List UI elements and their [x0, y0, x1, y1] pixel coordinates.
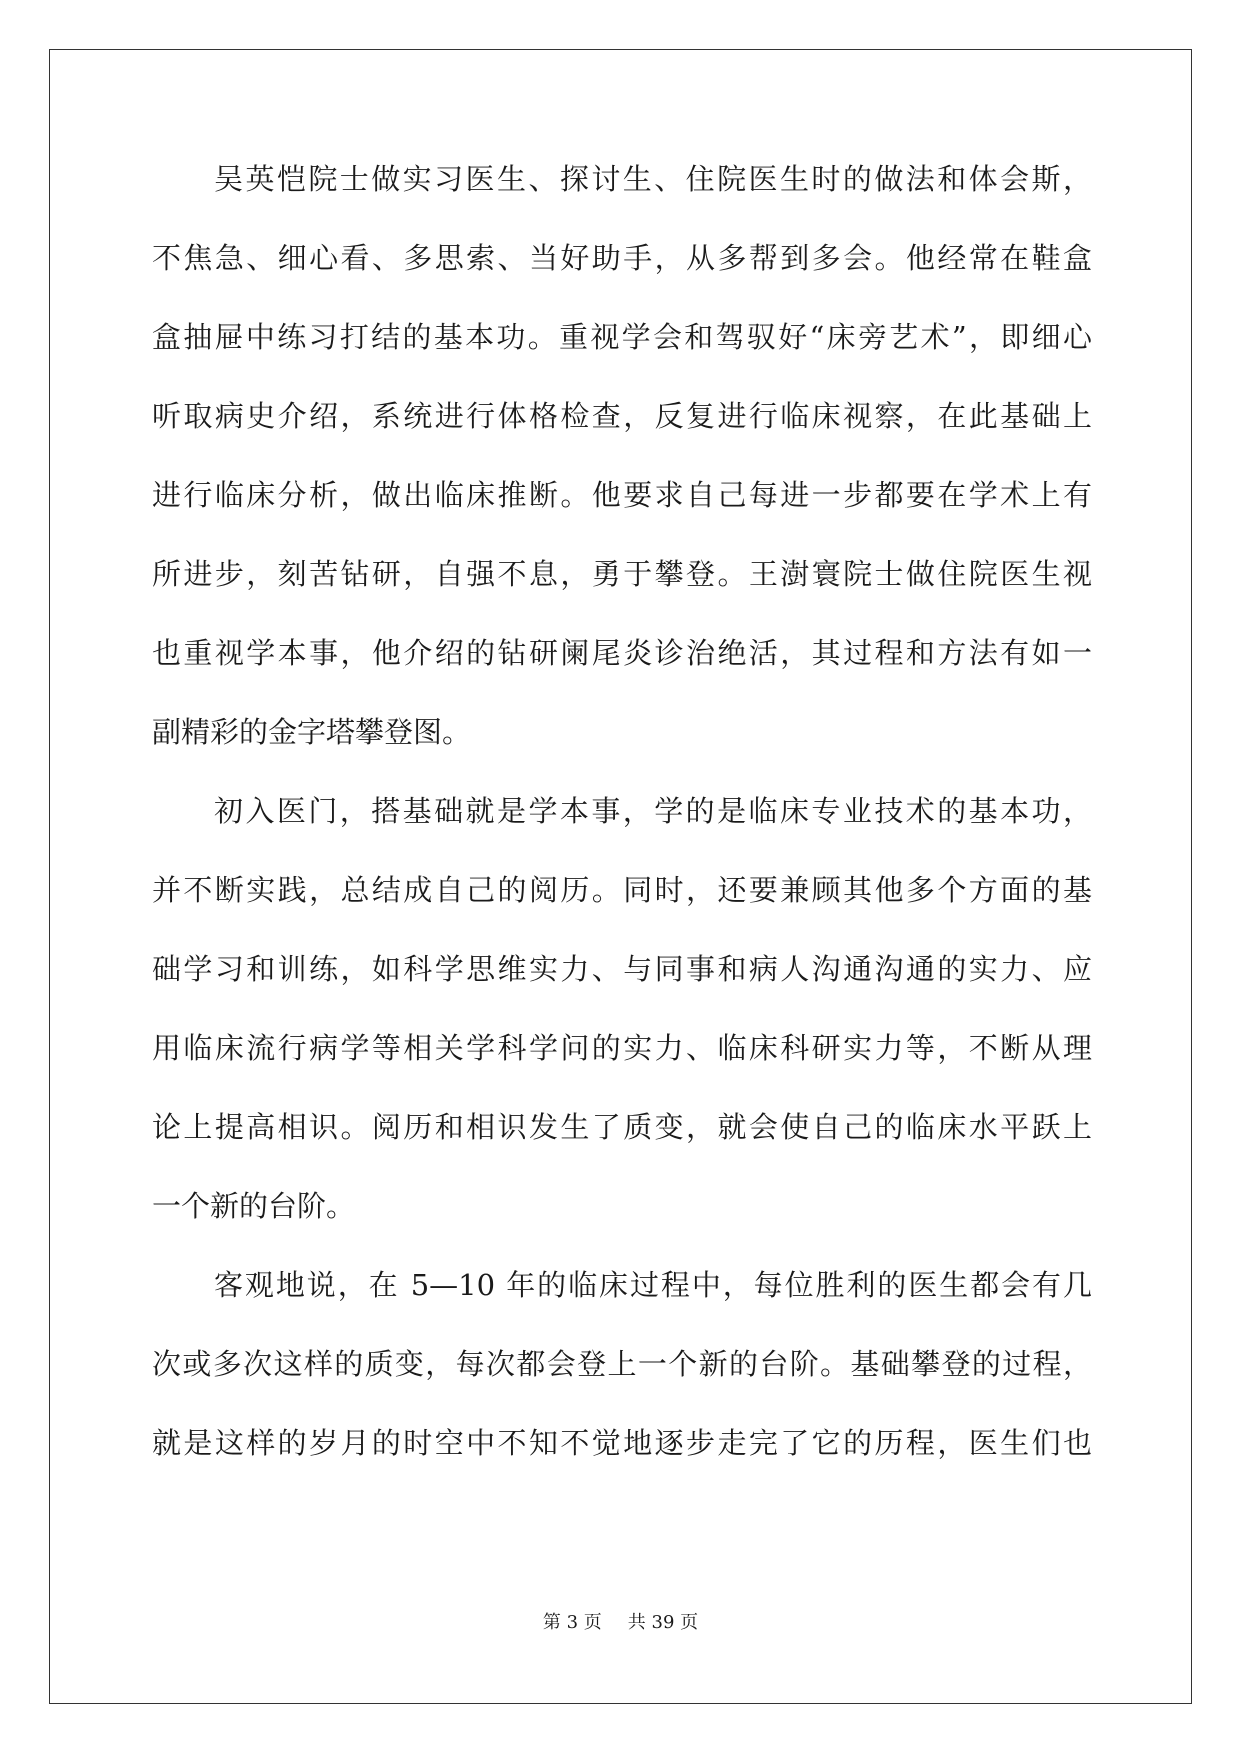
text-line: 不焦急、细心看、多思索、当好助手，从多帮到多会。他经常在鞋盒	[152, 241, 1092, 275]
text-line: 一个新的台阶。	[152, 1189, 356, 1223]
text-line: 也重视学本事，他介绍的钻研阑尾炎诊治绝活，其过程和方法有如一	[152, 636, 1092, 670]
text-line: 并不断实践，总结成自己的阅历。同时，还要兼顾其他多个方面的基	[152, 873, 1092, 907]
text-line: 用临床流行病学等相关学科学问的实力、临床科研实力等，不断从理	[152, 1031, 1092, 1065]
text-line: 论上提高相识。阅历和相识发生了质变，就会使自己的临床水平跃上	[152, 1110, 1092, 1144]
text-line: 吴英恺院士做实习医生、探讨生、住院医生时的做法和体会斯，	[214, 162, 1092, 196]
text-line: 副精彩的金字塔攀登图。	[152, 715, 472, 749]
text-line: 就是这样的岁月的时空中不知不觉地逐步走完了它的历程，医生们也	[152, 1426, 1092, 1460]
text-line: 盒抽屉中练习打结的基本功。重视学会和驾驭好“床旁艺术”，即细心	[152, 320, 1092, 354]
page-footer	[0, 1611, 1241, 1635]
page-number: 第 3 页	[542, 1612, 602, 1633]
text-line: 所进步，刻苦钻研，自强不息，勇于攀登。王澍寰院士做住院医生视	[152, 557, 1092, 591]
document-body	[152, 160, 1092, 1503]
page-total: 共 39 页	[627, 1612, 699, 1633]
text-line: 客观地说，在 5—10 年的临床过程中，每位胜利的医生都会有几	[214, 1268, 1092, 1302]
text-line: 初入医门，搭基础就是学本事，学的是临床专业技术的基本功，	[214, 794, 1092, 828]
text-line: 听取病史介绍，系统进行体格检查，反复进行临床视察，在此基础上	[152, 399, 1092, 433]
text-line: 次或多次这样的质变，每次都会登上一个新的台阶。基础攀登的过程，	[152, 1347, 1092, 1381]
text-line: 进行临床分析，做出临床推断。他要求自己每进一步都要在学术上有	[152, 478, 1092, 512]
text-line: 础学习和训练，如科学思维实力、与同事和病人沟通沟通的实力、应	[152, 952, 1092, 986]
